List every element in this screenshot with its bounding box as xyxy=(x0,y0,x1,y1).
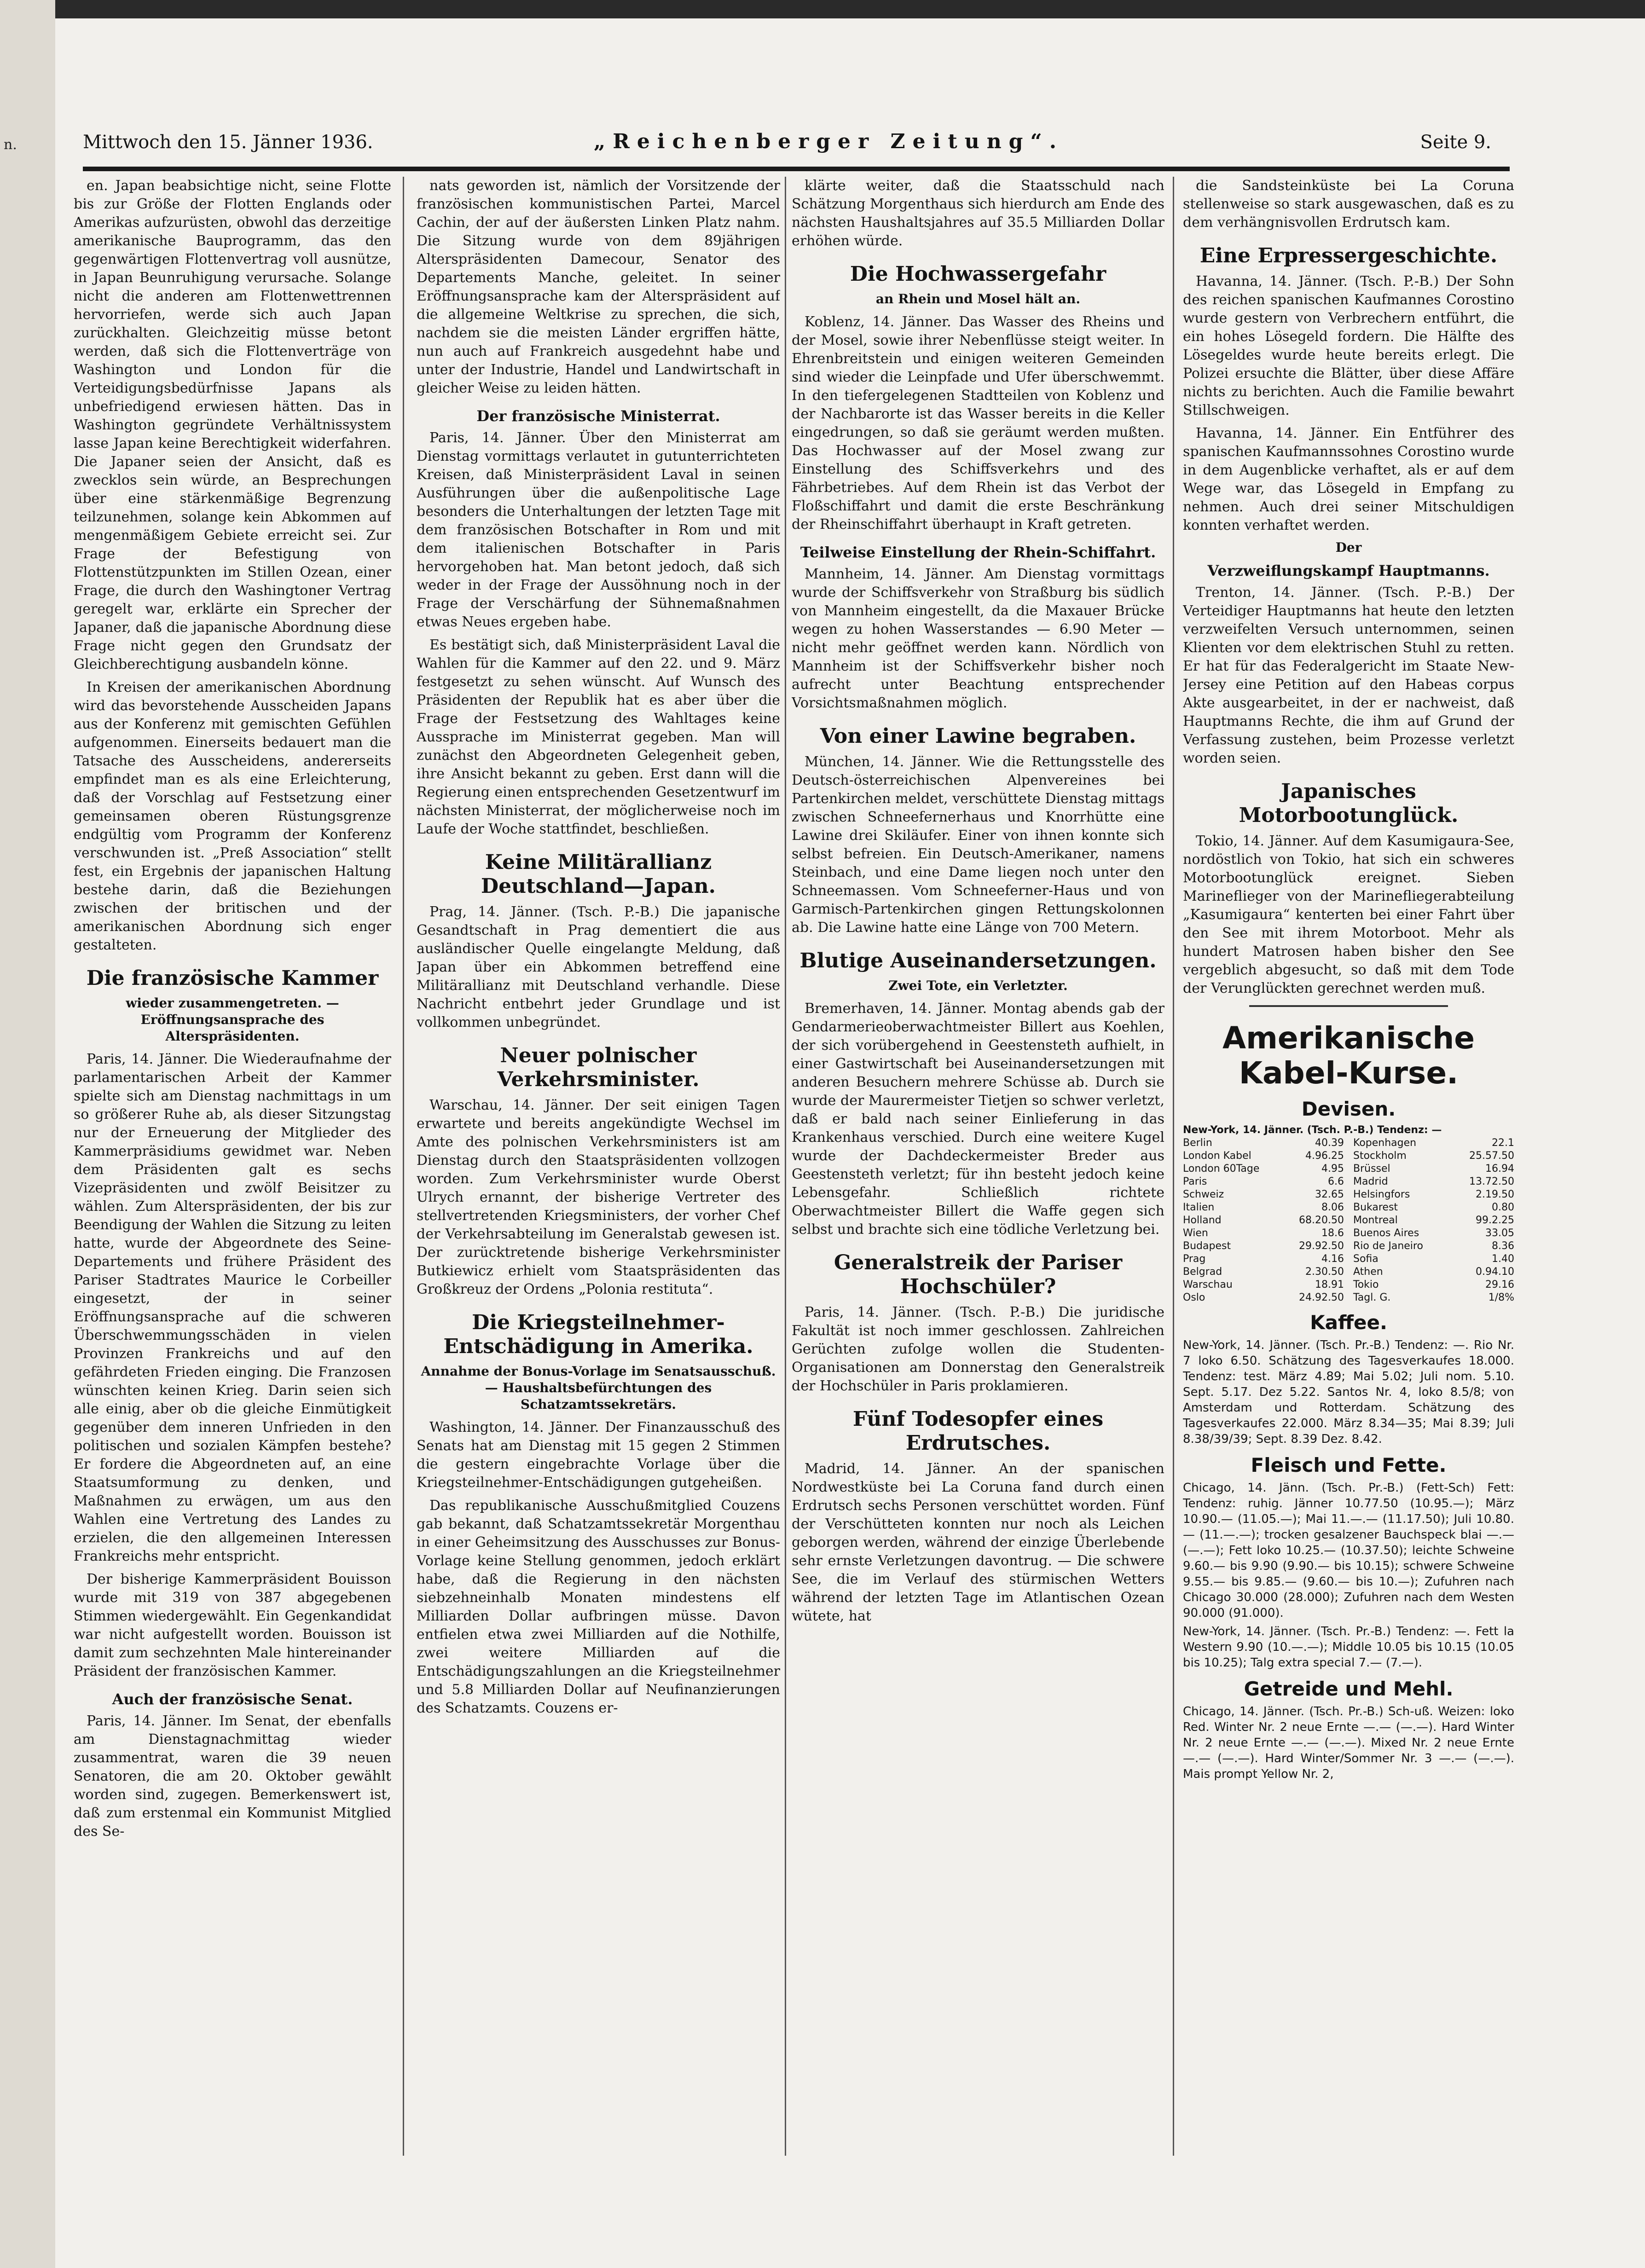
devisen-place: London Kabel xyxy=(1183,1150,1251,1162)
article-paragraph: Havanna, 14. Jänner. (Tsch. P.-B.) Der Sohn des reichen spanischen Kaufmannes Corostino wurde gestern von Verbrechern entführt, die ein hohes Lösegeld fordern. Die Hälfte des Lösegeldes wurde heute bereits erlegt. Die Polizei ersuchte die Blätter, über diese Affäre nichts zu berichten. Auch die Familie bewahrt Stillschweigen. xyxy=(1183,273,1514,418)
article-paragraph: Das republikanische Ausschußmitglied Couzens gab bekannt, daß Schatzamtssekretär Morgenthau in einer Geheimsitzung des Ausschusses zur Bonus-Vorlage keine Stellung genommen, jedoch erklärt habe, daß die Regierung in den nächsten siebzehneinhalb Monaten mindestens elf Milliarden Dollar aufbringen müsse. Davon entfielen etwa zwei Milliarden auf die Nothilfe, zwei weitere Milliarden auf die Entschädigungszahlungen an die Kriegsteilnehmer und 5.8 Milliarden Dollar auf Neufinanzierungen des Schatzamts. Couzens er- xyxy=(417,1498,780,1716)
devisen-row xyxy=(1353,1214,1514,1227)
devisen-rate: 25.57.50 xyxy=(1469,1150,1514,1162)
devisen-place: Bukarest xyxy=(1353,1202,1398,1213)
article-paragraph: Paris, 14. Jänner. Die Wiederaufnahme der parlamentarischen Arbeit der Kammer spielte sich am Dienstag nachmittags in um so größerer Ruhe ab, als dieser Sitzungstag nur der Erneuerung der Mitglieder des Kammerpräsidiums gewidmet war. Neben dem Präsidenten galt es sechs Vizepräsidenten und zwölf Beisitzer zu wählen. Zum Alterspräsidenten, der bis zur Beendigung der Wahlen die Sitzung zu leiten hatte, wurde der Abgeordnete des Seine-Departements und frühere Präsident des Pariser Stadtrates Maurice le Corbeiller eingesetzt, der in seiner Eröffnungsansprache auf die schweren Überschwemmungsschäden in vielen Provinzen Frankreichs und auf den gefährdeten Frieden einging. Die Franzosen wünschten keinen Krieg. Darin seien sich alle einig, aber ob die gleiche Einmütigkeit gegenüber dem inneren Unfrieden in den politischen und sozialen Kämpfen bestehe? Er fordere die Abgeordneten auf, an eine Staatsumformung zu denken, und Maßnahmen zu erwägen, um aus den Wahlen eine Vertretung des Landes zu erzielen, die den allgemeinen Interessen Frankreichs mehr entspricht. xyxy=(74,1051,391,1564)
fleisch-heading: Fleisch und Fette. xyxy=(1251,1454,1447,1476)
devisen-rate: 68.20.50 xyxy=(1299,1215,1344,1226)
fleisch-report: Chicago, 14. Jänn. (Tsch. Pr.-B.) (Fett-Sch) Fett: Tendenz: ruhig. Jänner 10.77.50 (10.95.—); März 10.90.— (11.05.—); Mai 11.—.— (11.17.50); Juli 10.80.— (11.—.—); trocken gesalzener Bauchspeck blai —.— (—.—); Fett loko 10.25.— (10.37.50); leichte Schweine 9.60.— bis 9.90 (9.90.— bis 10.15); schwere Schweine 9.55.— bis 9.85.— (9.60.— bis 10.—); Zufuhren nach Chicago 30.000 (28.000); Zufuhren nach dem Westen 90.000 (91.000). xyxy=(1183,1481,1514,1620)
article-headline: Eine Erpressergeschichte. xyxy=(1199,244,1498,267)
devisen-row xyxy=(1353,1266,1514,1279)
header-date: Mittwoch den 15. Jänner 1936. xyxy=(83,132,373,153)
article-kicker: Der xyxy=(1335,540,1362,555)
devisen-rate: 1.40 xyxy=(1492,1253,1514,1265)
devisen-place: Budapest xyxy=(1183,1240,1231,1252)
devisen-rate: 33.05 xyxy=(1485,1227,1514,1239)
market-quotes xyxy=(1183,1021,1514,1782)
devisen-place: Warschau xyxy=(1183,1279,1233,1290)
devisen-rate: 2.19.50 xyxy=(1476,1189,1514,1200)
devisen-rate: 8.36 xyxy=(1492,1240,1514,1252)
devisen-row xyxy=(1183,1291,1344,1304)
devisen-rate: 40.39 xyxy=(1315,1137,1344,1149)
devisen-rate: 0.80 xyxy=(1492,1202,1514,1213)
article-paragraph: Washington, 14. Jänner. Der Finanzausschuß des Senats hat am Dienstag mit 15 gegen 2 Stimmen die gestern eingebrachte Vorlage über die Kriegsteilnehmer-Entschädigungen gutgeheißen. xyxy=(417,1419,780,1491)
getreide-report: Chicago, 14. Jänner. (Tsch. Pr.-B.) Sch-uß. Weizen: loko Red. Winter Nr. 2 neue Ernte —.— (—.—). Hard Winter Nr. 2 neue Ernte —.— (—.—). Mixed Nr. 2 neue Ernte —.— (—.—). Hard Winter/Sommer Nr. 3 —.— (—.—). Mais prompt Yellow Nr. 2, xyxy=(1183,1705,1514,1781)
article-paragraph: Paris, 14. Jänner. Im Senat, der ebenfalls am Dienstagnachmittag wieder zusammentrat, waren die 39 neuen Senatoren, die am 20. Oktober gewählt worden sind, zugegen. Bemerkenswert ist, daß zum erstenmal ein Kommunist Mitglied des Se- xyxy=(74,1713,391,1840)
devisen-heading: Devisen. xyxy=(1301,1098,1396,1120)
devisen-place: Italien xyxy=(1183,1202,1215,1213)
article-headline: Keine Militärallianz Deutschland—Japan. xyxy=(481,850,716,898)
devisen-row xyxy=(1183,1201,1344,1214)
devisen-row xyxy=(1353,1175,1514,1188)
devisen-row xyxy=(1183,1188,1344,1201)
article-headline: Neuer polnischer Verkehrsminister. xyxy=(497,1044,700,1091)
devisen-place: Kopenhagen xyxy=(1353,1137,1417,1149)
article-paragraph: die Sandsteinküste bei La Coruna stellenweise so stark ausgewaschen, daß es zu dem verhängnisvollen Erdrutsch kam. xyxy=(1183,178,1514,231)
devisen-row xyxy=(1353,1227,1514,1240)
kaffee-heading: Kaffee. xyxy=(1310,1311,1387,1334)
article-paragraph: Koblenz, 14. Jänner. Das Wasser des Rheins und der Mosel, sowie ihrer Nebenflüsse steigt weiter. In Ehrenbreitstein und einigen weiteren Gemeinden sind wieder die Leinpfade und Ufer überschwemmt. In den tiefergelegenen Stadtteilen von Koblenz und der Nachbarorte ist das Wasser bereits in die Keller eingedrungen, so daß sie geräumt werden mußten. Das Hochwasser auf der Mosel zwang zur Einstellung des Schiffsverkehrs und des Fährbetriebes. Auf dem Rhein ist das Verbot der Floßschiffahrt und damit die erste Beschränkung der Rheinschiffahrt überhaupt in Kraft getreten. xyxy=(792,314,1164,532)
article-subheadline: Zwei Tote, ein Verletzter. xyxy=(888,978,1068,993)
devisen-rate: 4.16 xyxy=(1321,1253,1344,1265)
header-rule xyxy=(83,167,1510,171)
column-4 xyxy=(1183,177,1514,2156)
article-paragraph: In Kreisen der amerikanischen Abordnung wird das bevorstehende Ausscheiden Japans aus der Konferenz mit gemischten Gefühlen aufgenommen. Einerseits bedauert man die Tatsache des Ausscheidens, andererseits empfindet man es als eine Erleichterung, daß der Vorschlag auf Festsetzung einer gemeinsamen oberen Rüstungsgrenze endgültig vom Programm der Konferenz verschwunden ist. „Preß Association“ stellt fest, ein Ergebnis der japanischen Haltung bestehe darin, daß die Beziehungen zwischen der britischen und der amerikanischen Abordnung sich enger gestalteten. xyxy=(74,679,391,953)
devisen-place: Athen xyxy=(1353,1266,1383,1278)
article-paragraph: Prag, 14. Jänner. (Tsch. P.-B.) Die japanische Gesandtschaft in Prag dementiert die aus ausländischer Quelle eingelangte Meldung, daß Japan über ein Abkommen betreffend eine Militärallianz mit Deutschland verhandle. Diese Nachricht entbehrt jeder Grundlage und ist vollkommen unbegründet. xyxy=(417,904,780,1030)
article-paragraph: Havanna, 14. Jänner. Ein Entführer des spanischen Kaufmannssohnes Corostino wurde in dem Augenblicke verhaftet, als er auf dem Wege war, das Lösegeld in Empfang zu nehmen. Auch drei seiner Mitschuldigen konnten verhaftet werden. xyxy=(1183,425,1514,533)
devisen-place: Prag xyxy=(1183,1253,1206,1265)
fleisch-report-newyork: New-York, 14. Jänner. (Tsch. Pr.-B.) Tendenz: —. Fett la Western 9.90 (10.—.—); Middle 10.05 bis 10.15 (10.05 bis 10.25); Talg extra special 7.— (7.—). xyxy=(1183,1625,1514,1670)
article-headline: Die Hochwassergefahr xyxy=(850,262,1106,286)
devisen-row xyxy=(1183,1266,1344,1279)
article-paragraph: Paris, 14. Jänner. (Tsch. P.-B.) Die juridische Fakultät ist noch immer geschlossen. Zahlreichen Gerüchten zufolge wollen die Studenten-Organisationen am Donnerstag den Generalstreik der Hochschüler in Paris proklamieren. xyxy=(792,1304,1164,1394)
devisen-place: Oslo xyxy=(1183,1292,1205,1303)
devisen-place: Berlin xyxy=(1183,1137,1212,1149)
newspaper-title: „Reichenberger Zeitung“. xyxy=(594,130,1064,153)
article-paragraph: Tokio, 14. Jänner. Auf dem Kasumigaura-See, nordöstlich von Tokio, hat sich ein schweres Motorbootunglück ereignet. Sieben Marineflieger von der Marinefliegerabteilung „Kasumigaura“ kenterten bei einer Fahrt über den See mit ihrem Motorboot. Mehr als hundert Matrosen haben bisher den See vergeblich abgesucht, so daß mit dem Tode der Verunglückten gerechnet werden muß. xyxy=(1183,833,1514,996)
devisen-rate: 29.16 xyxy=(1485,1279,1514,1290)
article-paragraph: Es bestätigt sich, daß Ministerpräsident Laval die Wahlen für die Kammer auf den 22. und 9. März festgesetzt zu sehen wünscht. Auf Wunsch des Präsidenten der Republik hat es aber über die Frage der Festsetzung des Wahltages keine Aussprache im Ministerrat gegeben. Man will zunächst den Abgeordneten Gelegenheit geben, ihre Ansicht bekannt zu geben. Erst dann will die Regierung einen entsprechenden Gesetzentwurf im nächsten Ministerrat, der möglicherweise noch im Laufe der Woche stattfindet, beschließen. xyxy=(417,637,780,837)
devisen-row xyxy=(1353,1279,1514,1291)
article-paragraph: Mannheim, 14. Jänner. Am Dienstag vormittags wurde der Schiffsverkehr von Straßburg bis südlich von Mannheim eingestellt, da die Maxauer Brücke wegen zu hohen Wasserstandes — 6.90 Meter — nicht mehr geöffnet werden kann. Nördlich von Mannheim ist der Schiffsverkehr bisher noch aufrecht unter Beachtung entsprechender Vorsichtsmaßnahmen möglich. xyxy=(792,566,1164,711)
binding-fragment: n. xyxy=(4,137,17,153)
column-rule xyxy=(1173,177,1174,2156)
kaffee-report: New-York, 14. Jänner. (Tsch. Pr.-B.) Tendenz: —. Rio Nr. 7 loko 6.50. Schätzung des Tagesverkaufes 18.000. Tendenz: test. März 4.89; Mai 5.02; Juli nom. 5.10. Sept. 5.17. Dez 5.22. Santos Nr. 4, loko 8.5/8; von Amsterdam und Rotterdam. Schätzung des Tagesverkaufes 22.000. März 8.34—35; Mai 8.39; Juli 8.38/39/39; Sept. 8.39 Dez. 8.42. xyxy=(1183,1338,1514,1446)
article-paragraph: klärte weiter, daß die Staatsschuld nach Schätzung Morgenthaus sich hierdurch am Ende des nächsten Haushaltsjahres auf 35.5 Milliarden Dollar erhöhen würde. xyxy=(792,178,1164,249)
devisen-rate: 4.96.25 xyxy=(1305,1150,1344,1162)
devisen-row xyxy=(1183,1150,1344,1163)
column-1 xyxy=(74,177,391,2156)
article-subheadline: an Rhein und Mosel hält an. xyxy=(875,291,1081,307)
article-paragraph: Paris, 14. Jänner. Über den Ministerrat am Dienstag vormittags verlautet in gutunterrichteten Kreisen, daß Ministerpräsident Laval in seinen Ausführungen über die außenpolitische Lage besonders die Unterhaltungen der letzten Tage mit dem französischen Botschafter in Rom und mit dem italienischen Botschafter in Paris hervorgehoben hat. Man betont jedoch, daß sich weder in der Frage der Aussöhnung noch in der Frage der Verschärfung der Sühnemaßnahmen etwas Neues ergeben habe. xyxy=(417,430,780,630)
devisen-rate: 0.94.10 xyxy=(1476,1266,1514,1278)
devisen-row xyxy=(1183,1137,1344,1150)
getreide-heading: Getreide und Mehl. xyxy=(1244,1678,1454,1700)
devisen-row xyxy=(1353,1240,1514,1253)
devisen-place: Montreal xyxy=(1353,1215,1398,1226)
page-binding-edge xyxy=(0,0,55,2268)
devisen-place: Buenos Aires xyxy=(1353,1227,1419,1239)
devisen-place: Tagl. G. xyxy=(1353,1292,1391,1303)
devisen-row xyxy=(1353,1137,1514,1150)
article-paragraph: en. Japan beabsichtige nicht, seine Flotte bis zur Größe der Flotten Englands oder Amerikas aufzurüsten, obwohl das derzeitige amerikanische Bauprogramm, das den gegenwärtigen Flottenvertrag voll ausnütze, in Japan Beunruhigung verursache. Solange nicht die anderen am Flottenwettrennen hervorriefen, werde sich auch Japan zurückhalten. Gleichzeitig müsse betont werden, daß sich die Flottenverträge von Washington und London für die Verteidigungsbedürfnisse Japans als unbefriedigend erwiesen hätten. Das in Washington gegründete Verhältnissystem lasse Japan keine Berechtigkeit widerfahren. Die Japaner seien der Ansicht, daß es zwecklos sein würde, an Besprechungen über eine stärkenmäßige Begrenzung teilzunehmen, solange kein Abkommen auf mengenmäßigem Gebiete erreicht sei. Zur Frage der Befestigung von Flottenstützpunkten im Stillen Ozean, einer Frage, die durch den Washingtoner Vertrag geregelt war, erklärte ein Sprecher der Japaner, daß die japanische Abordnung diese Frage nicht gegen den Grundsatz der Gleichberechtigung ausbandeln könne. xyxy=(74,178,391,672)
devisen-row xyxy=(1183,1227,1344,1240)
devisen-row xyxy=(1353,1188,1514,1201)
devisen-rate: 32.65 xyxy=(1315,1189,1344,1200)
devisen-row xyxy=(1183,1175,1344,1188)
article-headline: Japanisches Motorbootunglück. xyxy=(1239,780,1459,827)
article-headline: Der französische Ministerrat. xyxy=(476,407,720,425)
devisen-row xyxy=(1183,1279,1344,1291)
devisen-rate: 29.92.50 xyxy=(1299,1240,1344,1252)
devisen-header-label: New-York, 14. Jänner. (Tsch. P.-B.) Tendenz: — xyxy=(1183,1124,1442,1136)
devisen-row xyxy=(1183,1214,1344,1227)
article-subheadline: wieder zusammengetreten. — Eröffnungsansprache des Alterspräsidenten. xyxy=(126,995,339,1044)
devisen-place: Tokio xyxy=(1353,1279,1379,1290)
article-paragraph: Madrid, 14. Jänner. An der spanischen Nordwestküste bei La Coruna fand durch einen Erdrutsch sechs Personen verschüttet worden. Fünf der Verschütteten konnten nur noch als Leichen geborgen werden, während der einzige Überlebende sehr ernste Verletzungen davontrug. — Die schwere See, die im Verlauf des stürmischen Wetters während der letzten Tage im Atlantischen Ozean wütete, hat xyxy=(792,1461,1164,1624)
page-number: Seite 9. xyxy=(1420,132,1491,153)
devisen-rate: 13.72.50 xyxy=(1469,1176,1514,1187)
article-headline: Die Kriegsteilnehmer-Entschädigung in Amerika. xyxy=(443,1311,753,1358)
column-2 xyxy=(417,177,780,2156)
column-rule xyxy=(403,177,404,2156)
devisen-place: Stockholm xyxy=(1353,1150,1407,1162)
devisen-row xyxy=(1183,1240,1344,1253)
devisen-rate: 18.91 xyxy=(1315,1279,1344,1290)
article-paragraph: Warschau, 14. Jänner. Der seit einigen Tagen erwartete und bereits angekündigte Wechsel im Amte des polnischen Verkehrsministers ist am Dienstag durch den Staatspräsidenten vollzogen worden. Zum Verkehrsminister wurde Oberst Ulrych ernannt, der bisherige Vertreter des stellvertretenden Kriegsministers, der vorher Chef der Verkehrsabteilung im Generalstab gewesen ist. Der zurücktretende bisherige Verkehrsminister Butkiewicz erhielt vom Staatspräsidenten das Großkreuz der Ordens „Polonia restituta“. xyxy=(417,1097,780,1297)
scan-top-border xyxy=(55,0,1645,18)
devisen-place: Sofia xyxy=(1353,1253,1379,1265)
article-subheadline: Annahme der Bonus-Vorlage im Senatsausschuß. — Haushaltsbefürchtungen des Schatzamtssekretärs. xyxy=(421,1364,776,1412)
article-paragraph: nats geworden ist, nämlich der Vorsitzende der französischen kommunistischen Partei, Marcel Cachin, der auf der äußersten Linken Platz nahm. Die Sitzung wurde von dem 89jährigen Alterspräsidenten Damecour, Senator des Departements Manche, geleitet. In seiner Eröffnungsansprache kam der Alterspräsident auf die allgemeine Weltkrise zu sprechen, die sich, nachdem sie die meisten Länder ergriffen hätte, nun auch auf Frankreich ausgedehnt habe und unter der Industrie, Handel und Landwirtschaft in gleicher Weise zu leiden hätten. xyxy=(417,178,780,396)
devisen-row xyxy=(1353,1253,1514,1266)
devisen-row xyxy=(1353,1163,1514,1175)
article-headline: Teilweise Einstellung der Rhein-Schiffahrt. xyxy=(800,544,1156,561)
devisen-rate: 2.30.50 xyxy=(1305,1266,1344,1278)
devisen-rate: 24.92.50 xyxy=(1299,1292,1344,1303)
devisen-row xyxy=(1183,1253,1344,1266)
devisen-rate: 1/8% xyxy=(1488,1292,1514,1303)
page-header xyxy=(83,123,1491,165)
devisen-rate: 18.6 xyxy=(1321,1227,1344,1239)
devisen-place: Rio de Janeiro xyxy=(1353,1240,1423,1252)
devisen-row xyxy=(1353,1201,1514,1214)
devisen-place: Schweiz xyxy=(1183,1189,1224,1200)
devisen-rate: 99.2.25 xyxy=(1476,1215,1514,1226)
market-quotes-title: Amerikanische Kabel-Kurse. xyxy=(1222,1020,1475,1091)
article-headline: Blutige Auseinandersetzungen. xyxy=(799,949,1157,972)
devisen-place: Holland xyxy=(1183,1215,1222,1226)
article-headline: Fünf Todesopfer eines Erdrutsches. xyxy=(852,1407,1104,1455)
article-paragraph: München, 14. Jänner. Wie die Rettungsstelle des Deutsch-österreichischen Alpenvereines bei Partenkirchen meldet, verschüttete Dienstag mittags zwischen Schneefernerhaus und Knorrhütte eine Lawine drei Skiläufer. Einer von ihnen konnte sich selbst befreien. Ein Deutsch-Amerikaner, namens Steinbach, und eine Dame liegen noch unter den Schneemassen. Vom Schneeferner-Haus und von Garmisch-Partenkirchen gingen Rettungskolonnen ab. Die Lawine hatte eine Länge von 700 Metern. xyxy=(792,754,1164,936)
devisen-place: Paris xyxy=(1183,1176,1207,1187)
article-paragraph: Der bisherige Kammerpräsident Bouisson wurde mit 319 von 387 abgegebenen Stimmen wiedergewählt. Ein Gegenkandidat war nicht aufgestellt worden. Bouisson ist damit zum sechzehnten Male hintereinander Präsident der französischen Kammer. xyxy=(74,1571,391,1679)
devisen-rate: 22.1 xyxy=(1492,1137,1514,1149)
devisen-place: London 60Tage xyxy=(1183,1163,1260,1174)
section-divider xyxy=(1249,1005,1448,1007)
article-headline: Verzweiflungskampf Hauptmanns. xyxy=(1207,562,1490,579)
devisen-row xyxy=(1353,1150,1514,1163)
devisen-row xyxy=(1353,1291,1514,1304)
article-headline: Auch der französische Senat. xyxy=(112,1690,353,1708)
article-paragraph: Bremerhaven, 14. Jänner. Montag abends gab der Gendarmerieoberwachtmeister Billert aus Koehlen, der sich vorübergehend in Geestensteth aufhielt, in einer Gastwirtschaft bei Auseinandersetzungen mit anderen Besuchern mehrere Schüsse ab. Durch sie wurde der Maurermeister Tietjen so schwer verletzt, daß er bald nach seiner Einlieferung in das Krankenhaus verschied. Durch eine weitere Kugel wurde der Dachdeckermeister Breder aus Geestensteth verletzt; für ihn besteht jedoch keine Lebensgefahr. Schließlich richtete Oberwachtmeister Billert die Waffe gegen sich selbst und brachte sich eine tödliche Verletzung bei. xyxy=(792,1001,1164,1238)
article-headline: Von einer Lawine begraben. xyxy=(820,724,1136,748)
article-paragraph: Trenton, 14. Jänner. (Tsch. P.-B.) Der Verteidiger Hauptmanns hat heute den letzten verzweifelten Versuch unternommen, seinen Klienten vor dem elektrischen Stuhl zu retten. Er hat für das Federalgericht im Staate New-Jersey eine Petition auf den Habeas corpus Akte ausgearbeitet, in der er nachweist, daß Hauptmanns Rechte, die ihm auf Grund der Verfassung zustehen, beim Prozesse verletzt worden seien. xyxy=(1183,584,1514,766)
devisen-place: Madrid xyxy=(1353,1176,1388,1187)
article-headline: Generalstreik der Pariser Hochschüler? xyxy=(834,1251,1123,1298)
column-3 xyxy=(792,177,1164,2156)
devisen-rate: 6.6 xyxy=(1328,1176,1344,1187)
devisen-rate: 16.94 xyxy=(1485,1163,1514,1174)
article-headline: Die französische Kammer xyxy=(86,966,379,990)
column-rule xyxy=(785,177,786,2156)
devisen-place: Wien xyxy=(1183,1227,1208,1239)
devisen-place: Brüssel xyxy=(1353,1163,1390,1174)
devisen-header xyxy=(1183,1124,1514,1137)
devisen-row xyxy=(1183,1163,1344,1175)
devisen-table xyxy=(1183,1137,1514,1304)
devisen-place: Belgrad xyxy=(1183,1266,1222,1278)
devisen-rate: 4.95 xyxy=(1321,1163,1344,1174)
devisen-rate: 8.06 xyxy=(1321,1202,1344,1213)
devisen-place: Helsingfors xyxy=(1353,1189,1410,1200)
